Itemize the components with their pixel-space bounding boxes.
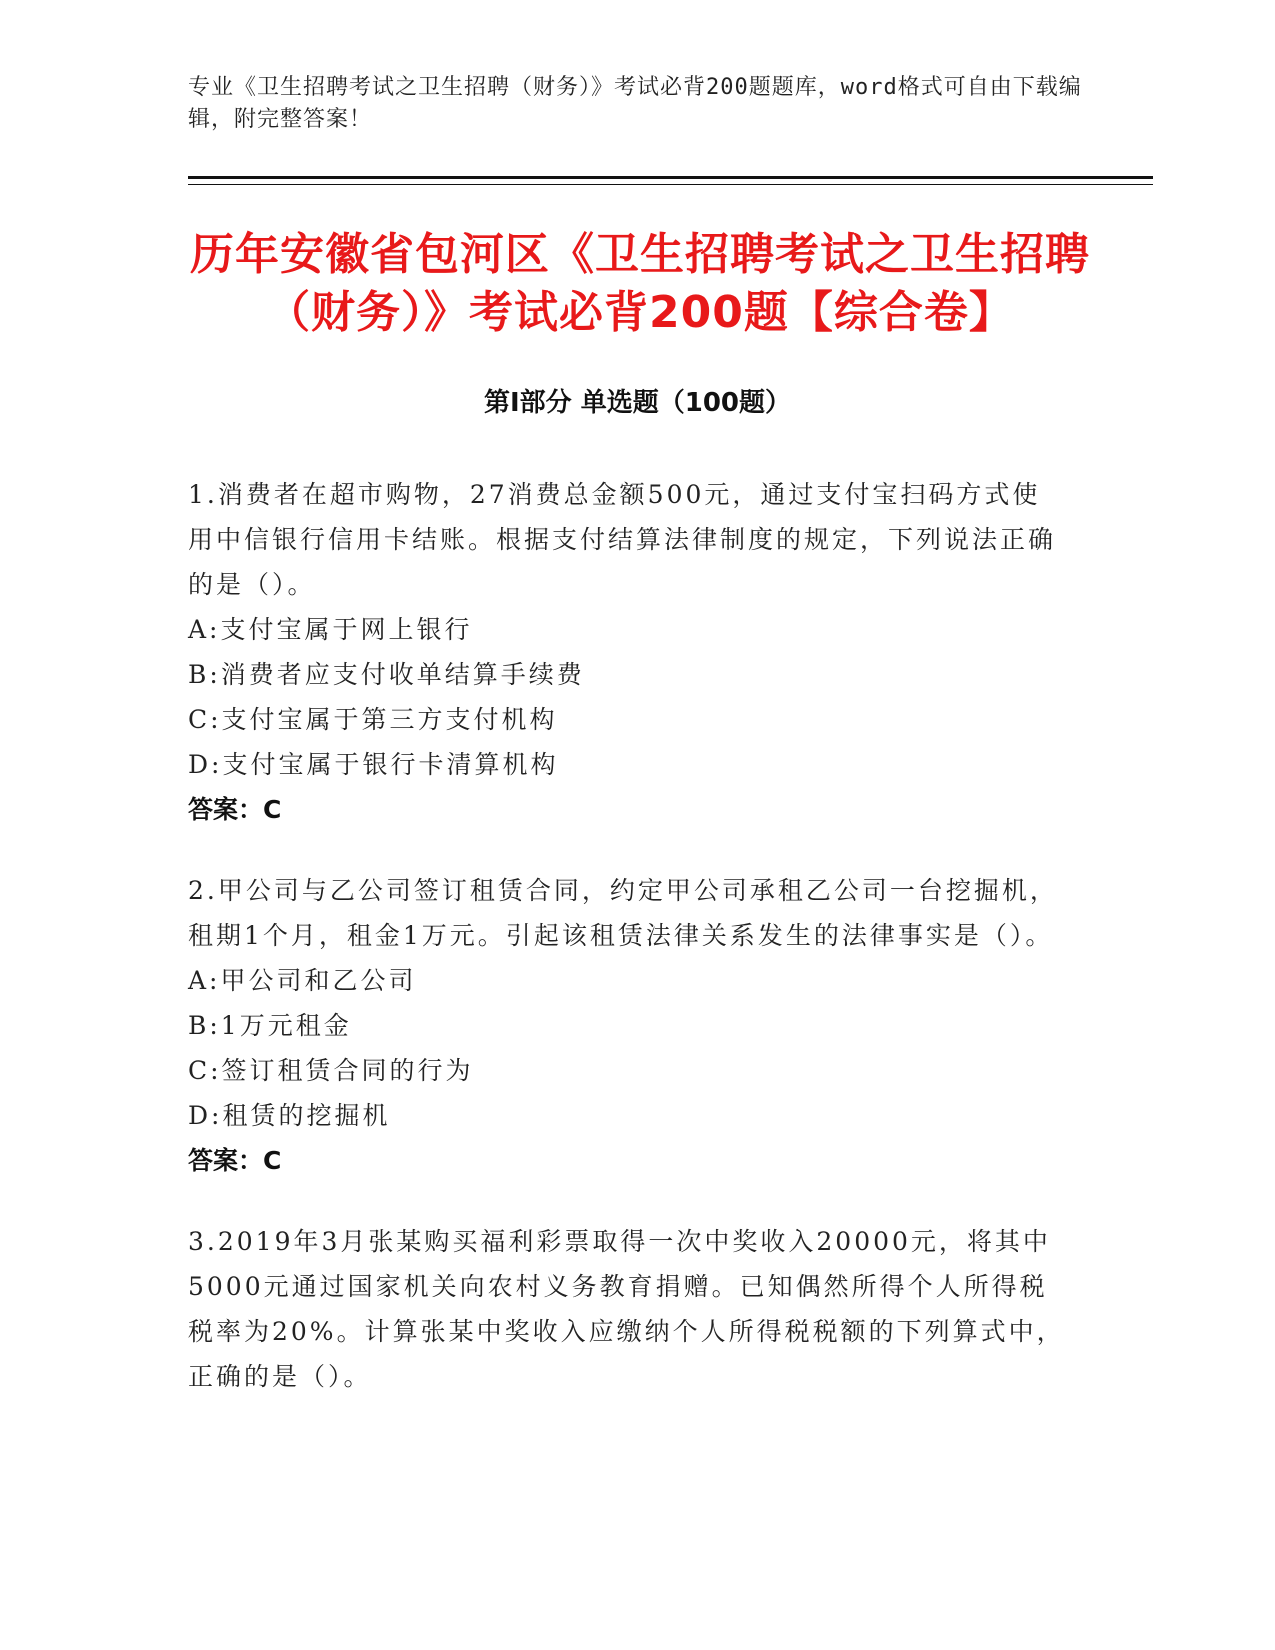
header-divider-thick	[188, 176, 1153, 179]
option-a: A:支付宝属于网上银行	[188, 615, 473, 644]
header-note: 专业《卫生招聘考试之卫生招聘（财务）》考试必背200题题库，word格式可自由下载编辑，附完整答案！	[188, 75, 1082, 132]
option-d: D:租赁的挖掘机	[188, 1101, 391, 1130]
question-stem: 3.2019年3月张某购买福利彩票取得一次中奖收入20000元，将其中5000元通过国家机关向农村义务教育捐赠。已知偶然所得个人所得税税率为20%。计算张某中奖收入应缴纳个人所得税税额的下列算式中，正确的是（）。	[188, 1227, 1065, 1391]
question-stem: 1.消费者在超市购物，27消费总金额500元，通过支付宝扫码方式使用中信银行信用卡结账。根据支付结算法律制度的规定，下列说法正确的是（）。	[188, 480, 1057, 599]
option-a: A:甲公司和乙公司	[188, 966, 417, 995]
option-b: B:消费者应支付收单结算手续费	[188, 660, 585, 689]
question-list	[188, 472, 1068, 1435]
question-stem: 2.甲公司与乙公司签订租赁合同，约定甲公司承租乙公司一台挖掘机，租期1个月，租金1万元。引起该租赁法律关系发生的法律事实是（）。	[188, 876, 1058, 950]
question-2	[188, 868, 1068, 1183]
option-b: B:1万元租金	[188, 1011, 352, 1040]
answer: 答案：C	[188, 1146, 282, 1175]
option-c: C:支付宝属于第三方支付机构	[188, 705, 558, 734]
question-1	[188, 472, 1068, 832]
header-divider-thin	[188, 184, 1153, 185]
option-d: D:支付宝属于银行卡清算机构	[188, 750, 559, 779]
option-c: C:签订租赁合同的行为	[188, 1056, 474, 1085]
section-title: 第Ⅰ部分 单选题（100题）	[484, 388, 791, 418]
document-title: 历年安徽省包河区《卫生招聘考试之卫生招聘（财务）》考试必背200题【综合卷】	[190, 229, 1090, 338]
answer: 答案：C	[188, 795, 282, 824]
question-3	[188, 1219, 1068, 1399]
